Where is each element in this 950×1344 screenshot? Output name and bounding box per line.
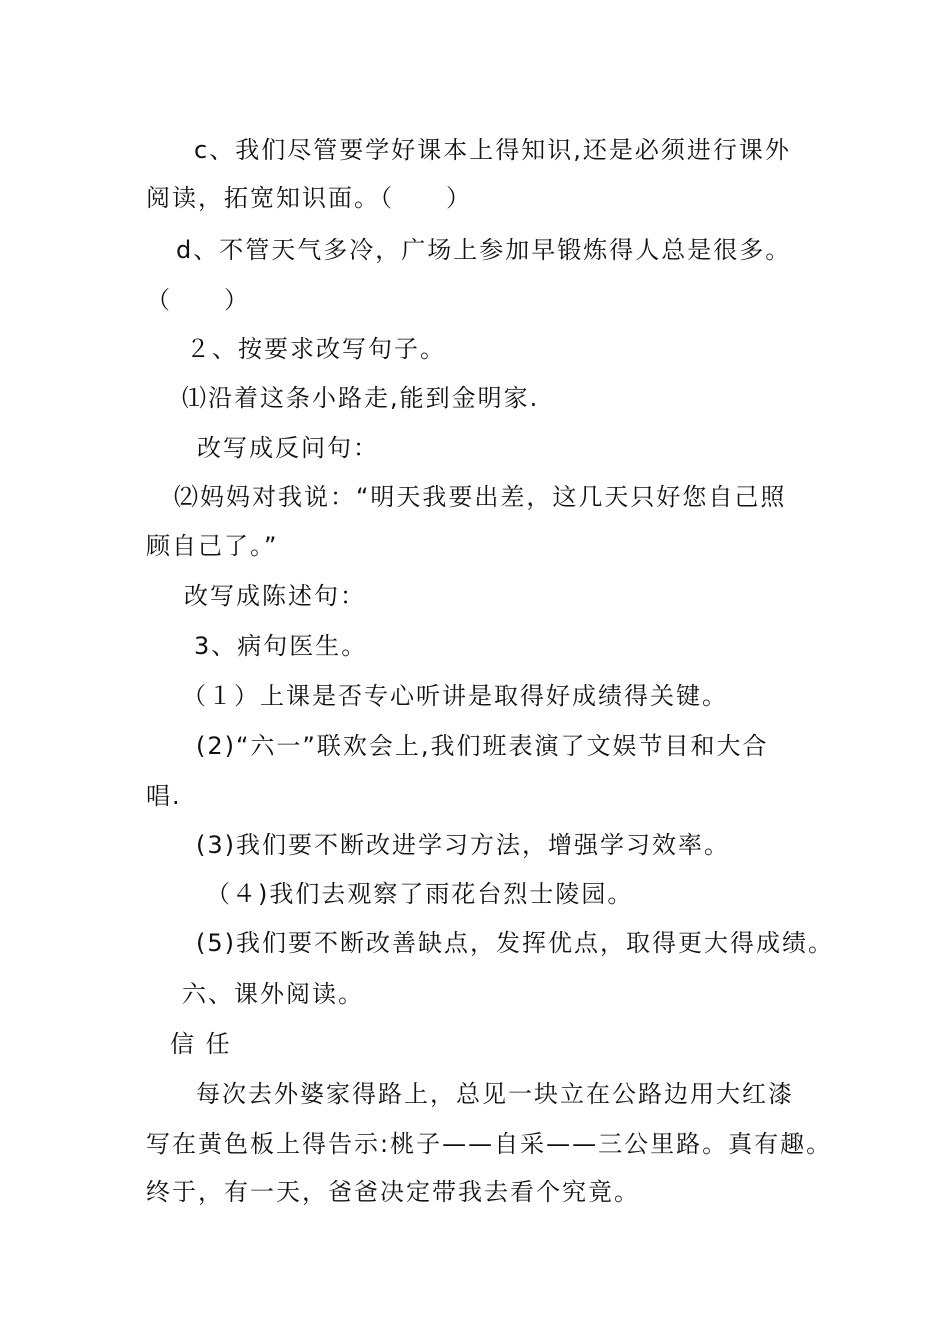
text-line-item-1: ⑴沿着这条小路走,能到金明家. bbox=[182, 384, 540, 412]
text-line-d-cont: （ ） bbox=[146, 286, 250, 314]
section-heading-sentence-doctor: 3、病句医生。 bbox=[194, 632, 368, 660]
text-line-item-2: ⑵妈妈对我说：“明天我要出差，这几天只好您自己照 bbox=[174, 483, 787, 511]
text-line-sentence-3: (3)我们要不断改进学习方法，增强学习效率。 bbox=[196, 831, 730, 859]
story-paragraph-line-2: 写在黄色板上得告示:桃子——自采——三公里路。真有趣。 bbox=[146, 1130, 833, 1158]
text-line-c-cont: 阅读，拓宽知识面。（ ） bbox=[146, 184, 472, 212]
section-heading-rewrite: ２、按要求改写句子。 bbox=[186, 335, 446, 363]
text-line-rewrite-rhetorical: 改写成反问句： bbox=[197, 434, 379, 462]
text-line-c: c、我们尽管要学好课本上得知识,还是必须进行课外 bbox=[194, 136, 791, 164]
text-line-item-2-cont: 顾自己了。” bbox=[146, 532, 279, 560]
text-line-sentence-2: (2)“六一”联欢会上,我们班表演了文娱节目和大合 bbox=[196, 732, 769, 760]
story-paragraph-line-1: 每次去外婆家得路上，总见一块立在公路边用大红漆 bbox=[196, 1080, 794, 1108]
text-line-rewrite-declarative: 改写成陈述句： bbox=[184, 582, 366, 610]
section-heading-reading: 六、课外阅读。 bbox=[182, 980, 364, 1008]
text-line-sentence-5: (5)我们要不断改善缺点，发挥优点，取得更大得成绩。 bbox=[196, 929, 834, 957]
text-line-sentence-4: （４)我们去观察了雨花台烈士陵园。 bbox=[206, 880, 634, 908]
story-paragraph-line-3: 终于，有一天，爸爸决定带我去看个究竟。 bbox=[146, 1178, 640, 1206]
text-line-sentence-2-cont: 唱. bbox=[146, 782, 182, 810]
text-line-d: d、不管天气多冷，广场上参加早锻炼得人总是很多。 bbox=[176, 236, 792, 264]
text-line-sentence-1: （１）上课是否专心听讲是取得好成绩得关键。 bbox=[182, 682, 728, 710]
story-title: 信 任 bbox=[170, 1030, 232, 1058]
